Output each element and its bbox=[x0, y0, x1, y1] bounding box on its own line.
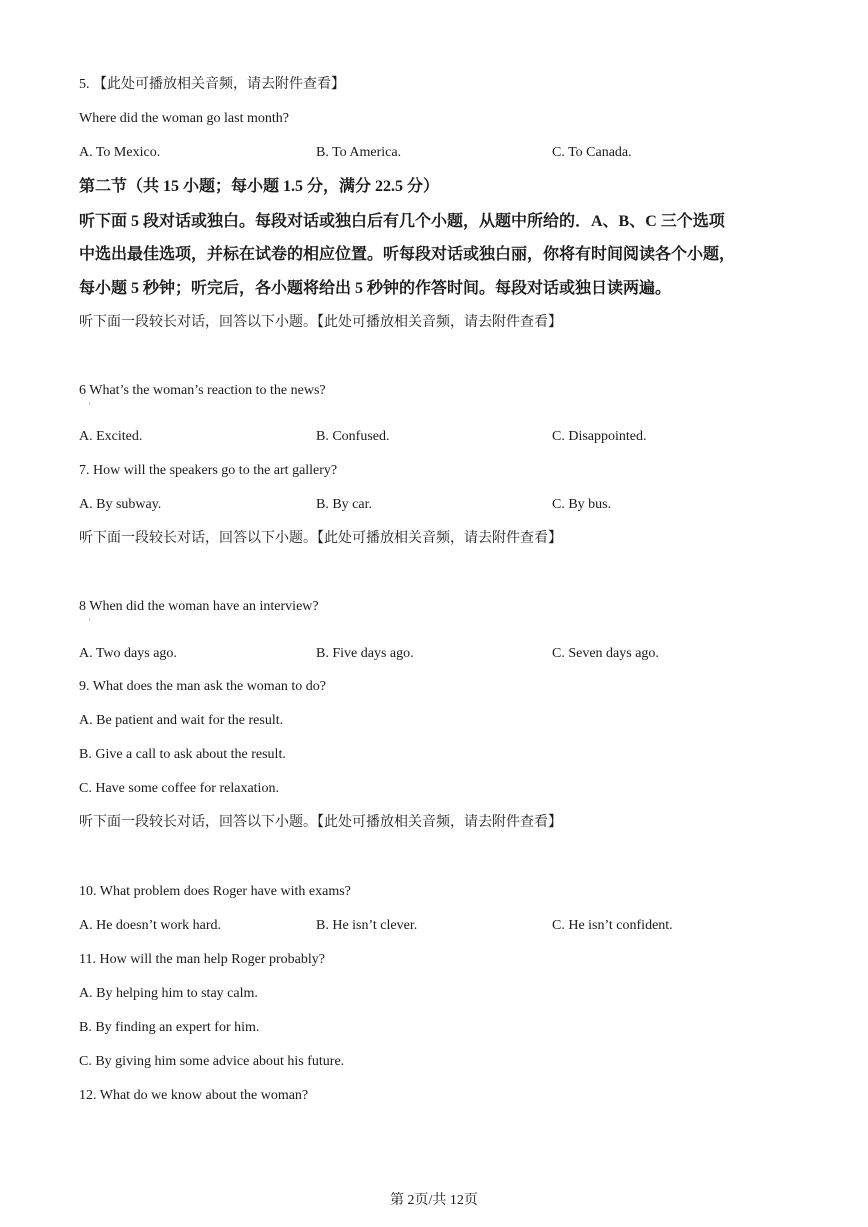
q5-header bbox=[79, 76, 345, 94]
q8-option-c: C. Seven days ago. bbox=[552, 646, 659, 661]
q5-number: 5. bbox=[79, 77, 90, 92]
q10-option-b: B. He isn’t clever. bbox=[316, 918, 418, 933]
page-number: 第 2页/共 12页 bbox=[390, 1193, 478, 1208]
q11-option-b: B. By finding an expert for him. bbox=[79, 1020, 260, 1035]
q7-question: 7. How will the speakers go to the art gallery? bbox=[79, 463, 338, 478]
q11-question: 11. How will the man help Roger probably? bbox=[79, 952, 325, 967]
q10-question: 10. What problem does Roger have with exams? bbox=[79, 884, 351, 899]
q5-audio-note[interactable]: 【此处可播放相关音频，请去附件查看】 bbox=[93, 77, 345, 92]
q10-option-c: C. He isn’t confident. bbox=[552, 918, 673, 933]
dialogue2-intro: 听下面一段较长对话，回答以下小题。【此处可播放相关音频，请去附件查看】 bbox=[79, 531, 562, 546]
q5-option-b: B. To America. bbox=[316, 145, 402, 160]
section2-instruction-line: 中选出最佳选项，并标在试卷的相应位置。听每段对话或独白丽，你将有时间阅读各个小题， bbox=[79, 246, 736, 263]
q6-tick-mark: ' bbox=[89, 401, 91, 410]
q11-option-c: C. By giving him some advice about his future. bbox=[79, 1054, 345, 1069]
q6-question: 6 What’s the woman’s reaction to the news? bbox=[79, 383, 326, 398]
q12-question: 12. What do we know about the woman? bbox=[79, 1088, 309, 1103]
section2-instruction-line: 每小题 5 秒钟；听完后，各小题将给出 5 秒钟的作答时间。每段对话或独日读两遍。 bbox=[79, 280, 672, 297]
q8-option-a: A. Two days ago. bbox=[79, 646, 177, 661]
q10-option-a: A. He doesn’t work hard. bbox=[79, 918, 222, 933]
q6-option-c: C. Disappointed. bbox=[552, 429, 647, 444]
q6-option-a: A. Excited. bbox=[79, 429, 143, 444]
section2-heading: 第二节（共 15 小题；每小题 1.5 分，满分 22.5 分） bbox=[79, 178, 440, 195]
q9-question: 9. What does the man ask the woman to do? bbox=[79, 679, 327, 694]
q9-option-c: C. Have some coffee for relaxation. bbox=[79, 781, 279, 796]
q5-question: Where did the woman go last month? bbox=[79, 111, 289, 126]
q7-option-c: C. By bus. bbox=[552, 497, 612, 512]
q9-option-a: A. Be patient and wait for the result. bbox=[79, 713, 284, 728]
q6-option-b: B. Confused. bbox=[316, 429, 390, 444]
q8-question: 8 When did the woman have an interview? bbox=[79, 599, 319, 614]
dialogue1-intro: 听下面一段较长对话，回答以下小题。【此处可播放相关音频，请去附件查看】 bbox=[79, 315, 562, 330]
q8-tick-mark: ' bbox=[89, 617, 91, 626]
q11-option-a: A. By helping him to stay calm. bbox=[79, 986, 258, 1001]
q7-option-a: A. By subway. bbox=[79, 497, 162, 512]
q5-option-c: C. To Canada. bbox=[552, 145, 632, 160]
dialogue3-intro: 听下面一段较长对话，回答以下小题。【此处可播放相关音频，请去附件查看】 bbox=[79, 815, 562, 830]
q5-option-a: A. To Mexico. bbox=[79, 145, 161, 160]
section2-instruction-line: 听下面 5 段对话或独白。每段对话或独白后有几个小题，从题中所给的．A、B、C 三个选项 bbox=[79, 213, 725, 230]
q9-option-b: B. Give a call to ask about the result. bbox=[79, 747, 286, 762]
q7-option-b: B. By car. bbox=[316, 497, 372, 512]
q8-option-b: B. Five days ago. bbox=[316, 646, 414, 661]
